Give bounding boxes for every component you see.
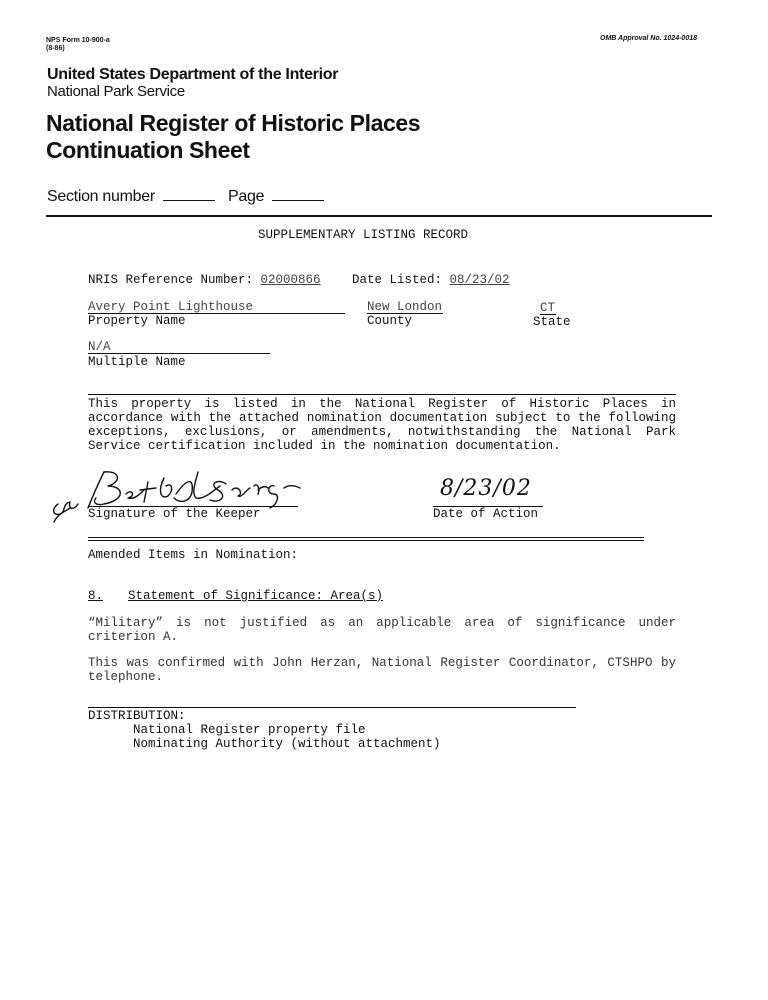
form-number: NPS Form 10-900-a (8-86) bbox=[46, 37, 110, 52]
multiple-name-value: N/A bbox=[88, 340, 111, 354]
form-title: National Register of Historic Places bbox=[46, 110, 421, 136]
date-of-action-label: Date of Action bbox=[433, 507, 539, 521]
distribution-item: Nominating Authority (without attachment) bbox=[133, 737, 441, 751]
date-listed-label: Date Listed: bbox=[352, 273, 443, 287]
signature-label: Signature of the Keeper bbox=[88, 507, 261, 521]
page-label: Page bbox=[228, 188, 265, 205]
nris-value: 02000866 bbox=[260, 273, 321, 287]
distribution-item: National Register property file bbox=[133, 723, 366, 737]
state-value: CT bbox=[540, 301, 556, 315]
county-label: County bbox=[367, 314, 413, 328]
section-8-number: 8. bbox=[88, 589, 104, 603]
nris-label: NRIS Reference Number: bbox=[88, 273, 254, 287]
record-heading: SUPPLEMENTARY LISTING RECORD bbox=[258, 228, 469, 242]
statement-rule bbox=[88, 394, 676, 395]
keeper-signature bbox=[48, 464, 308, 532]
amended-items-label: Amended Items in Nomination: bbox=[88, 548, 299, 562]
amendment-paragraph-1: “Military” is not justified as an applicable area of significance under criterion A. bbox=[88, 616, 676, 644]
date-listed-value: 08/23/02 bbox=[449, 273, 510, 287]
section-number-label: Section number bbox=[47, 188, 155, 205]
property-name-label: Property Name bbox=[88, 314, 186, 328]
form-subtitle: Continuation Sheet bbox=[46, 137, 250, 163]
agency-name: National Park Service bbox=[47, 83, 185, 100]
header-rule bbox=[46, 215, 712, 217]
multiple-name-label: Multiple Name bbox=[88, 355, 186, 369]
section-number-field bbox=[47, 188, 215, 206]
nris-field bbox=[88, 273, 321, 287]
amendment-paragraph-2: This was confirmed with John Herzan, National Register Coordinator, CTSHPO by telephone. bbox=[88, 656, 676, 684]
distribution-rule bbox=[88, 707, 576, 708]
section-8-title: Statement of Significance: Area(s) bbox=[128, 589, 384, 603]
distribution-label: DISTRIBUTION: bbox=[88, 709, 186, 723]
property-name-value: Avery Point Lighthouse bbox=[88, 300, 254, 314]
page-blank bbox=[272, 200, 324, 201]
listing-statement: This property is listed in the National Register of Historic Places in accordance with the attached nomination documentation subject to the following exceptions, exclusions, or amendments, notwithstanding the National Park Service certification included in the nomination documentation. bbox=[88, 397, 676, 453]
date-listed-field bbox=[352, 273, 510, 287]
state-label: State bbox=[533, 315, 571, 329]
section-number-blank bbox=[163, 200, 215, 201]
section-8-heading bbox=[88, 589, 391, 603]
page-field bbox=[228, 188, 324, 206]
omb-approval: OMB Approval No. 1024-0018 bbox=[600, 35, 697, 42]
date-of-action-value: 8/23/02 bbox=[440, 476, 532, 501]
double-separator bbox=[88, 537, 644, 541]
county-value: New London bbox=[367, 300, 443, 314]
multiple-name-line bbox=[88, 353, 270, 354]
department-name: United States Department of the Interior bbox=[47, 66, 339, 83]
